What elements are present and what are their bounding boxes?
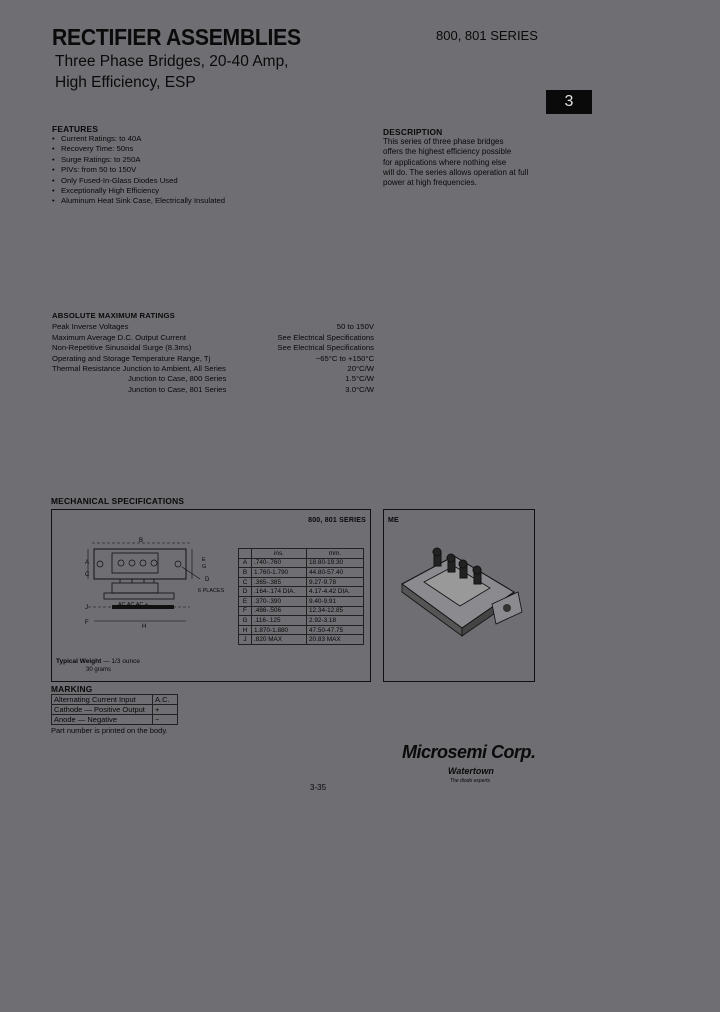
dimension-mm: 44.80-57.40 <box>307 568 364 578</box>
feature-item: • Recovery Time: 50ns <box>52 144 352 154</box>
rating-value: 20°C/W <box>347 364 374 374</box>
description-heading: DESCRIPTION <box>383 127 443 137</box>
page-title: RECTIFIER ASSEMBLIES <box>52 24 301 50</box>
marking-note: Part number is printed on the body. <box>51 726 168 735</box>
marking-label: Anode — Negative <box>52 715 153 725</box>
dimension-row <box>239 606 364 616</box>
photo-box <box>383 509 535 682</box>
dim-label-h: H <box>142 624 147 630</box>
features-list <box>52 134 352 207</box>
rating-label: Peak Inverse Voltages <box>52 322 129 332</box>
dimension-letter: B <box>239 568 252 578</box>
feature-item: • PIVs: from 50 to 150V <box>52 165 352 175</box>
dimension-table-header <box>239 549 364 559</box>
description-line: power at high frequencies. <box>383 178 477 188</box>
dimension-mm: 2.92-3.18 <box>307 616 364 626</box>
dim-label-d: D <box>205 577 210 583</box>
company-tagline: The diode experts <box>450 778 491 784</box>
dimension-row <box>239 635 364 645</box>
rating-row <box>52 343 374 353</box>
dimension-inches: 1.870-1.880 <box>252 625 307 635</box>
mechanical-heading: MECHANICAL SPECIFICATIONS <box>51 496 185 506</box>
ratings-section <box>52 311 374 395</box>
dimension-letter: C <box>239 577 252 587</box>
ratings-rows <box>52 322 374 395</box>
dimension-letter: G <box>239 616 252 626</box>
rating-label: Non-Repetitive Sinusoidal Surge (8.3ms) <box>52 343 192 353</box>
marking-heading: MARKING <box>51 684 93 694</box>
feature-item: • Aluminum Heat Sink Case, Electrically Insulated <box>52 196 352 206</box>
dimension-letter: E <box>239 596 252 606</box>
dimension-inches: .370-.390 <box>252 596 307 606</box>
dimension-inches: .164-.174 DIA. <box>252 587 307 597</box>
rating-label: Junction to Case, 801 Series <box>128 384 227 394</box>
dimension-row <box>239 587 364 597</box>
dimension-inches: .486-.506 <box>252 606 307 616</box>
weight-label: Typical Weight — 1/3 ounce <box>56 658 140 665</box>
description-text <box>383 137 533 188</box>
rating-value: 1.5°C/W <box>345 374 374 384</box>
feature-item: • Current Ratings: to 40A <box>52 134 352 144</box>
marking-row <box>52 695 178 705</box>
marking-table <box>51 694 178 725</box>
dim-label-f: F <box>85 620 89 626</box>
dim-label-j: J <box>85 605 88 611</box>
dimension-header-mm: mm. <box>307 549 364 559</box>
feature-item: • Only Fused-In-Glass Diodes Used <box>52 176 352 186</box>
marking-row <box>52 705 178 715</box>
mechanical-drawing-box <box>51 509 371 682</box>
dimension-mm: 18.80-19.30 <box>307 558 364 568</box>
dimension-row <box>239 596 364 606</box>
dimension-row <box>239 558 364 568</box>
dimension-inches: .116-.125 <box>252 616 307 626</box>
dimension-letter: A <box>239 558 252 568</box>
company-logo: Microsemi Corp. <box>402 742 536 762</box>
dimension-letter: H <box>239 625 252 635</box>
dim-label-g: G <box>202 564 207 570</box>
dim-label-places: 6 PLACES <box>198 588 225 594</box>
description-line: This series of three phase bridges <box>383 137 504 146</box>
marking-label: Alternating Current Input <box>52 695 153 705</box>
marking-value: + <box>153 705 178 715</box>
dimension-row <box>239 625 364 635</box>
mechanical-box-title: 800, 801 SERIES <box>308 517 366 524</box>
dimension-letter: F <box>239 606 252 616</box>
marking-row <box>52 715 178 725</box>
page-subtitle-line2: High Efficiency, ESP <box>55 74 196 91</box>
marking-section <box>51 684 178 735</box>
rating-label: Junction to Case, 800 Series <box>128 374 227 384</box>
dimension-header-inches: ins. <box>252 549 307 559</box>
dim-label-c: C <box>85 572 90 578</box>
page-subtitle-line1: Three Phase Bridges, 20-40 Amp, <box>55 53 289 70</box>
dimension-row <box>239 616 364 626</box>
features-section <box>52 124 352 207</box>
feature-item: • Exceptionally High Efficiency <box>52 186 352 196</box>
outline-drawing <box>82 535 242 635</box>
dimension-mm: 20.83 MAX <box>307 635 364 645</box>
bridge-illustration <box>394 532 524 642</box>
dim-label-b: B <box>139 538 144 544</box>
marking-value: − <box>153 715 178 725</box>
rating-row <box>52 364 374 374</box>
rating-value: See Electrical Specifications <box>277 343 374 353</box>
dimension-table <box>238 548 364 645</box>
dimension-mm: 4.17-4.42 DIA. <box>307 587 364 597</box>
page-number: 3-35 <box>310 783 327 792</box>
dimension-row <box>239 577 364 587</box>
rating-row <box>52 333 374 343</box>
description-line: offers the highest efficiency possible <box>383 147 512 157</box>
series-label: 800, 801 SERIES <box>436 28 538 43</box>
dimension-inches: .365-.385 <box>252 577 307 587</box>
weight-grams: 30 grams <box>86 667 112 673</box>
pin-labels: AC AC AC + <box>118 602 149 608</box>
dimension-mm: 47.50-47.75 <box>307 625 364 635</box>
rating-value: −65°C to +150°C <box>315 353 374 363</box>
rating-row <box>52 374 374 384</box>
rating-row <box>52 354 374 364</box>
features-heading: FEATURES <box>52 124 99 134</box>
dimension-letter: D <box>239 587 252 597</box>
weight-label-text: Typical Weight <box>56 658 102 665</box>
marking-label: Cathode — Positive Output <box>52 705 153 715</box>
dim-label-e: E <box>202 557 206 563</box>
rating-label: Thermal Resistance Junction to Ambient, All Series <box>52 364 226 374</box>
rating-value: See Electrical Specifications <box>277 332 374 342</box>
section-tab: 3 <box>546 90 592 114</box>
rating-row <box>52 385 374 395</box>
dimension-mm: 9.40-9.91 <box>307 596 364 606</box>
feature-item: • Surge Ratings: to 250A <box>52 155 352 165</box>
dimension-mm: 9.27-9.78 <box>307 577 364 587</box>
dimension-inches: .740-.760 <box>252 558 307 568</box>
ratings-heading: ABSOLUTE MAXIMUM RATINGS <box>52 311 175 320</box>
description-section <box>383 127 533 188</box>
dimension-letter: J <box>239 635 252 645</box>
rating-value: 50 to 150V <box>336 322 374 332</box>
rating-row <box>52 322 374 332</box>
rating-label: Operating and Storage Temperature Range, Tj <box>52 353 211 363</box>
dimension-row <box>239 568 364 578</box>
photo-box-title: ME <box>388 517 399 524</box>
dimension-inches: .820 MAX <box>252 635 307 645</box>
dimension-mm: 12.34-12.85 <box>307 606 364 616</box>
description-line: for applications where nothing else <box>383 157 507 167</box>
description-line: will do. The series allows operation at full <box>383 167 529 177</box>
marking-value: A.C. <box>153 695 178 705</box>
weight-ounces: 1/3 ounce <box>111 658 140 665</box>
dimension-header-blank <box>239 549 252 559</box>
rating-label: Maximum Average D.C. Output Current <box>52 332 187 342</box>
dimension-inches: 1.760-1.790 <box>252 568 307 578</box>
dim-label-a: A <box>85 560 90 566</box>
rating-value: 3.0°C/W <box>345 384 374 394</box>
company-location: Watertown <box>448 766 494 776</box>
